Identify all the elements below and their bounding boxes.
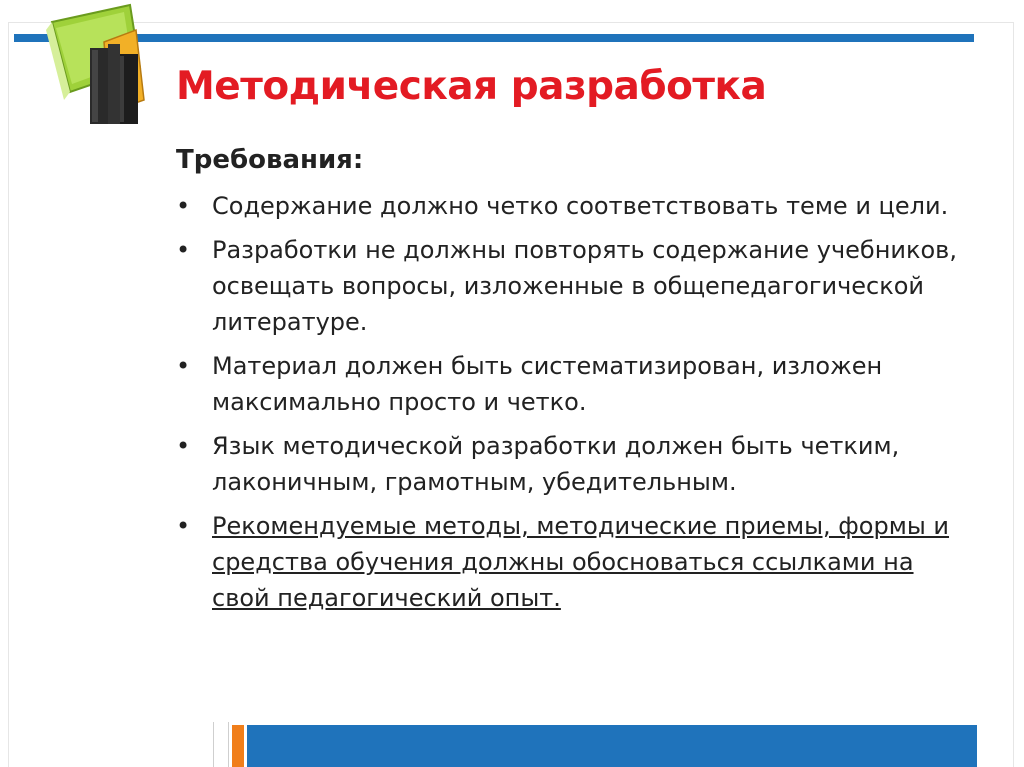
bottom-divider-line <box>228 722 229 767</box>
slide-content <box>176 142 976 624</box>
bullet: • <box>176 192 191 220</box>
list-item-text-underlined: Рекомендуемые методы, методические приемы, формы и средства обучения должны обосноваться ссылками на свой педагогический опыт. <box>212 512 950 612</box>
bottom-accent-orange <box>232 725 244 767</box>
bottom-accent-blue <box>247 725 977 767</box>
requirements-list <box>176 188 976 616</box>
bottom-divider-line <box>213 722 214 767</box>
slide-title: Методическая разработка <box>176 64 767 109</box>
list-item <box>176 508 976 616</box>
list-item-text: Разработки не должны повторять содержание учебников, освещать вопросы, изложенные в общепедагогической литературе. <box>212 236 957 336</box>
bullet: • <box>176 512 191 540</box>
list-item <box>176 232 976 340</box>
bullet: • <box>176 236 191 264</box>
list-item <box>176 348 976 420</box>
list-item <box>176 428 976 500</box>
list-item-text: Материал должен быть систематизирован, изложен максимально просто и четко. <box>212 352 883 416</box>
list-item <box>176 188 976 224</box>
bullet: • <box>176 352 191 380</box>
bullet: • <box>176 432 191 460</box>
subheading: Требования: <box>176 145 364 175</box>
list-item-text: Язык методической разработки должен быть четким, лаконичным, грамотным, убедительным. <box>212 432 900 496</box>
books-icon <box>12 0 162 135</box>
list-item-text: Содержание должно четко соответствовать теме и цели. <box>212 192 949 220</box>
